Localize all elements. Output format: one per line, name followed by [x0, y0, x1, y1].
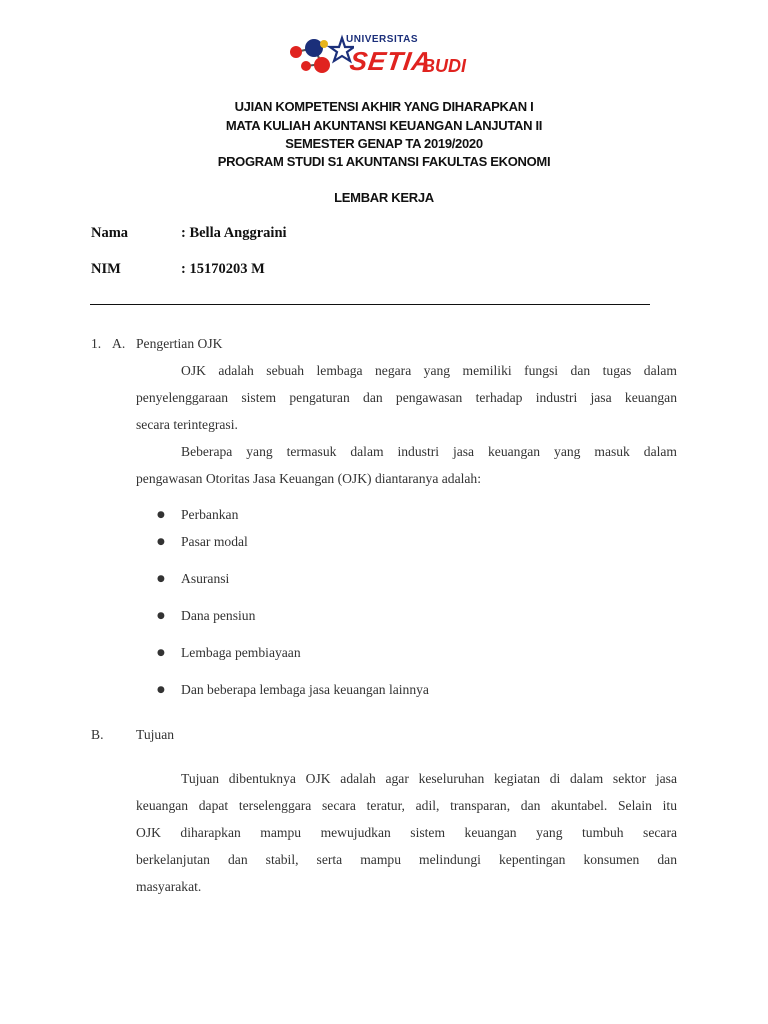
header-line-4: PROGRAM STUDI S1 AKUNTANSI FAKULTAS EKONOMI [217, 154, 551, 169]
list-item: Perbankan [181, 507, 239, 522]
logo-universitas-text: UNIVERSITAS [346, 34, 418, 45]
header-line-1: UJIAN KOMPETENSI AKHIR YANG DIHARAPKAN I [234, 99, 534, 114]
bullet-icon: ● [157, 685, 165, 695]
paragraph-line: Beberapa yang termasuk dalam industri jasa keuangan yang masuk dalam [181, 444, 677, 459]
paragraph-line: pengawasan Otoritas Jasa Keuangan (OJK) diantaranya adalah: [136, 471, 481, 486]
header-line-2: MATA KULIAH AKUNTANSI KEUANGAN LANJUTAN II [225, 118, 543, 133]
nim-label: NIM [91, 261, 121, 277]
bullet-icon: ● [157, 510, 165, 520]
bullet-icon: ● [157, 537, 165, 547]
nim-value: : 15170203 M [181, 261, 265, 277]
paragraph-line: masyarakat. [136, 879, 202, 894]
list-item: Dan beberapa lembaga jasa keuangan lainnya [181, 682, 429, 697]
bullet-icon: ● [157, 648, 165, 658]
name-value: : Bella Anggraini [181, 225, 287, 241]
section-1a-letter: A. [112, 336, 126, 351]
divider-line [90, 304, 650, 305]
section-b-letter: B. [91, 727, 104, 742]
university-logo [284, 32, 484, 82]
worksheet-title: LEMBAR KERJA [334, 190, 434, 205]
list-item: Dana pensiun [181, 608, 256, 623]
paragraph-line: OJK adalah sebuah lembaga negara yang memiliki fungsi dan tugas dalam [181, 363, 677, 378]
paragraph-line: keuangan dapat terselenggara secara teratur, adil, transparan, dan akuntabel. Selain itu [136, 798, 677, 813]
section-1a-title: Pengertian OJK [136, 336, 223, 351]
bullet-icon: ● [157, 574, 165, 584]
paragraph-line: OJK diharapkan mampu mewujudkan sistem keuangan yang tumbuh secara [136, 825, 677, 840]
section-1-number: 1. [91, 336, 102, 351]
bullet-icon: ● [157, 611, 165, 621]
section-b-title: Tujuan [136, 727, 175, 742]
list-item: Asuransi [181, 571, 230, 586]
name-label: Nama [91, 225, 129, 241]
paragraph-line: penyelenggaraan sistem pengaturan dan pengawasan terhadap industri jasa keuangan [136, 390, 677, 405]
list-item: Pasar modal [181, 534, 248, 549]
molecule-star-icon [284, 32, 354, 82]
header-line-3: SEMESTER GENAP TA 2019/2020 [285, 136, 483, 151]
logo-setia-text: SETIA [347, 46, 434, 76]
paragraph-line: Tujuan dibentuknya OJK adalah agar keseluruhan kegiatan di dalam sektor jasa [181, 771, 677, 786]
paragraph-line: secara terintegrasi. [136, 417, 238, 432]
logo-budi-text: BUDI [422, 56, 466, 76]
list-item: Lembaga pembiayaan [181, 645, 301, 660]
paragraph-line: berkelanjutan dan stabil, serta mampu melindungi kepentingan konsumen dan [136, 852, 677, 867]
